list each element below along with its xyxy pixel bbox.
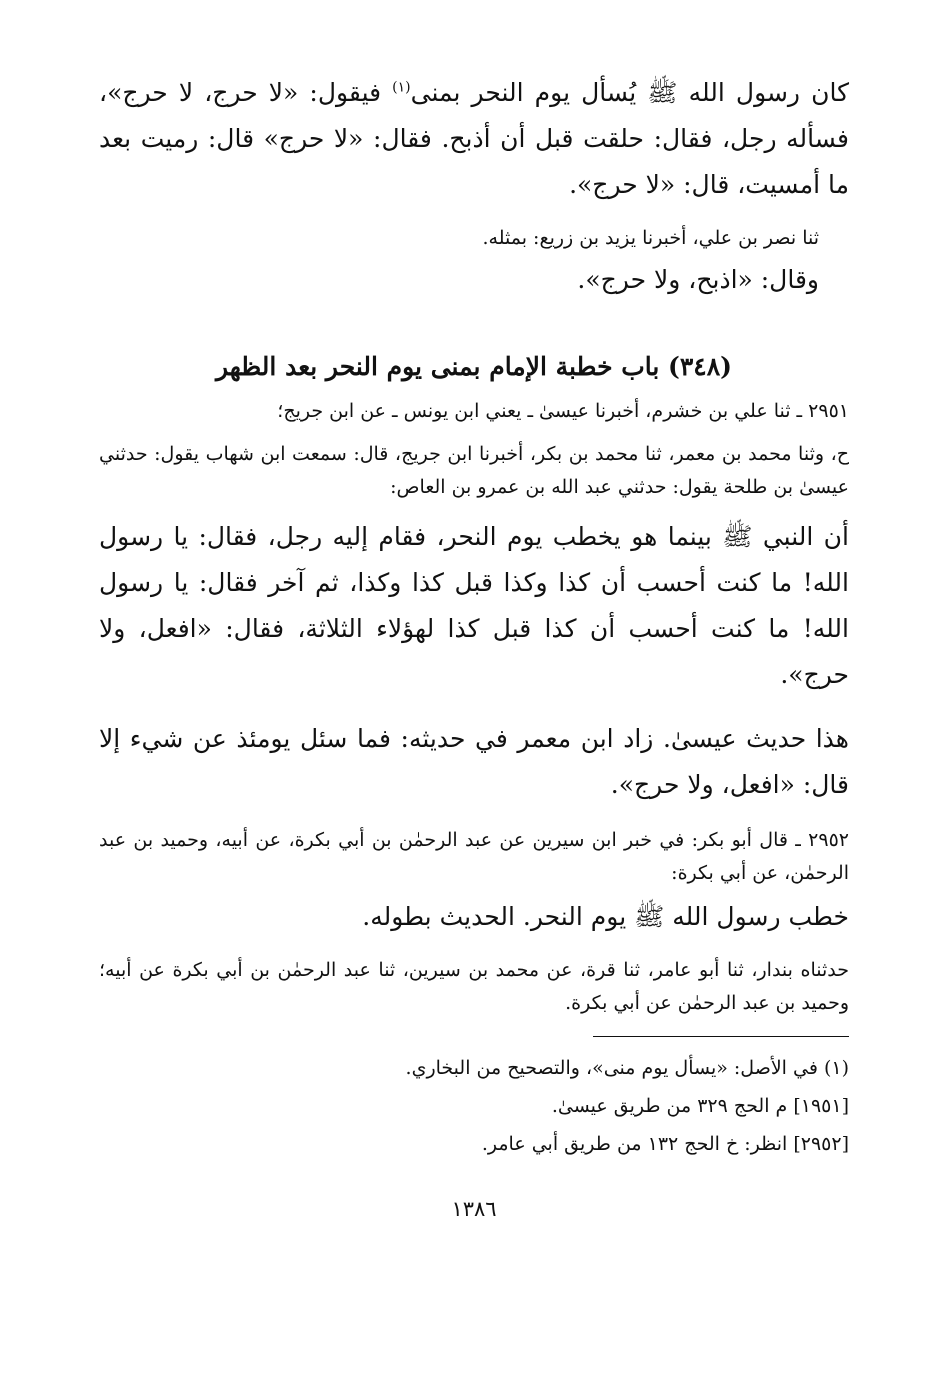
hadith-2952-second-isnad: حدثناه بندار، ثنا أبو عامر، ثنا قرة، عن محمد بن سيرين، ثنا عبد الرحمٰن بن أبي بكرة عن أبيه؛ وحميد بن عبد الرحمٰن عن أبي بكرة. [99,959,849,1014]
footnote-2: [١٩٥١] م الحج ٣٢٩ من طريق عيسىٰ. [551,1095,849,1117]
hadith-2951-text: أن النبي ﷺ بينما هو يخطب يوم النحر، فقام إليه رجل، فقال: يا رسول الله! ما كنت أحسب أن كذا وكذا قبل كذا وكذا، ثم آخر فقال: يا رسول الله! ما كنت أحسب أن كذا قبل كذا لهؤلاء الثلاثة، فقال: «افعل، ولا حرج». [99,522,849,689]
hadith-2951-second-isnad: ح، وثنا محمد بن معمر، ثنا محمد بن بكر، أخبرنا ابن جريج، قال: سمعت ابن شهاب يقول: حدثني عيسىٰ بن طلحة يقول: حدثني عبد الله بن عمرو بن العاص: [99,443,849,498]
isnad-paragraph: ثنا نصر بن علي، أخبرنا يزيد بن زريع: بمثله. [482,227,819,249]
hadith-text-start: كان رسول الله ﷺ يُسأل يوم النحر بمنى [410,78,849,107]
document-page [99,70,849,1221]
footnote-divider [593,1036,849,1037]
footnote-3: [٢٩٥٢] انظر: خ الحج ١٣٢ من طريق أبي عامر. [481,1133,849,1155]
hadith-text-end: فيقول: «لا حرج، لا حرج»، فسأله رجل، فقال: حلقت قبل أن أذبح. فقال: «لا حرج» قال: رميت بعد ما أمسيت، قال: «لا حرج». [99,78,849,199]
chapter-heading: (٣٤٨) باب خطبة الإمام بمنى يوم النحر بعد الظهر [215,352,733,381]
hadith-2951-commentary: هذا حديث عيسىٰ. زاد ابن معمر في حديثه: فما سئل يومئذ عن شيء إلا قال: «افعل، ولا حرج». [99,724,849,799]
footnote-1: (١) في الأصل: «يسأل يوم منى»، والتصحيح من البخاري. [405,1057,849,1079]
hadith-2952-isnad: ٢٩٥٢ ـ قال أبو بكر: في خبر ابن سيرين عن عبد الرحمٰن بن أبي بكرة، عن أبيه، وحميد بن عبد الرحمٰن، عن أبي بكرة: [99,829,849,884]
hadith-2951-isnad: ٢٩٥١ ـ ثنا علي بن خشرم، أخبرنا عيسىٰ ـ يعني ابن يونس ـ عن ابن جريج؛ [277,400,849,422]
hadith-2952-text: خطب رسول الله ﷺ يوم النحر. الحديث بطوله. [362,902,849,931]
footnotes [99,1049,849,1163]
hadith-variant-paragraph: وقال: «اذبح، ولا حرج». [577,265,819,294]
page-number: ١٣٨٦ [451,1197,497,1221]
footnote-marker: (١) [392,79,411,96]
hadith-text-paragraph [99,70,849,208]
